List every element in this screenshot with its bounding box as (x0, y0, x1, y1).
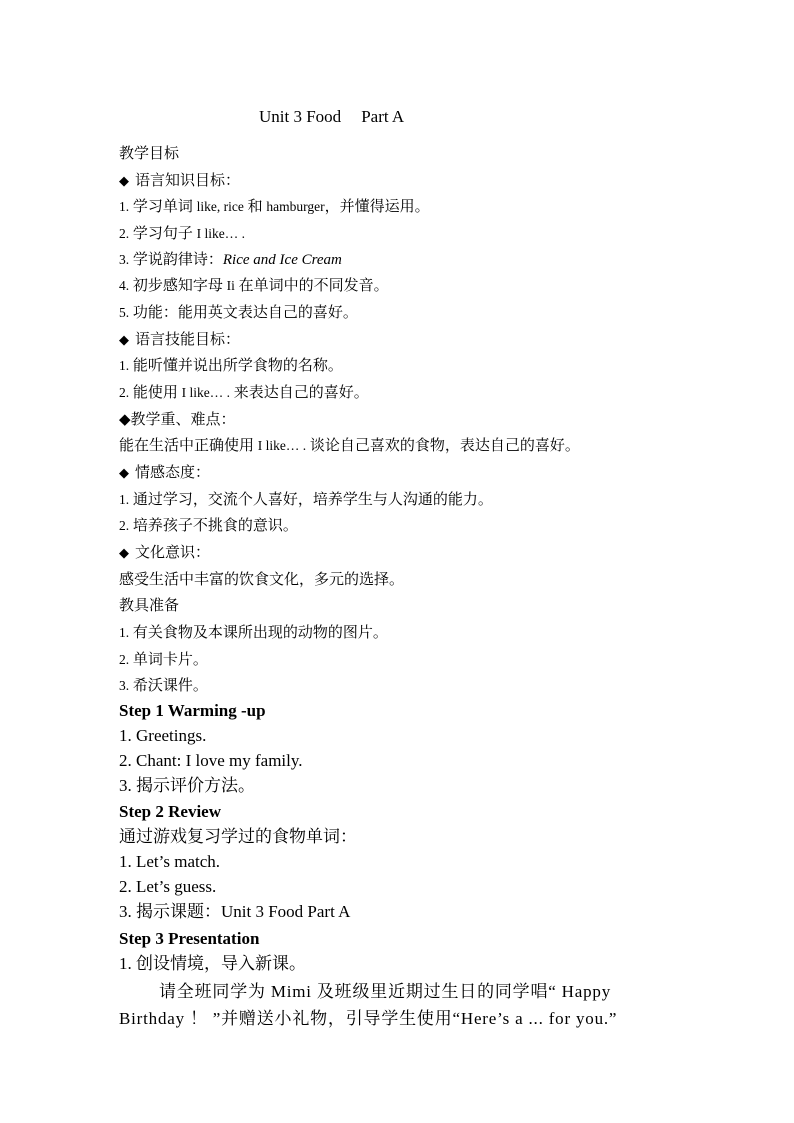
bullet-diamond-icon: ◆ (119, 333, 129, 348)
document-title (259, 107, 404, 127)
bullet-diamond-icon: ◆ (119, 546, 129, 561)
step1-heading: Step 1 Warming -up (119, 701, 266, 720)
bullet-diamond-icon: ◆ (119, 466, 129, 481)
step1-item-1: 1. Greetings. (119, 726, 207, 745)
emotion-item-2: 2. 培养孩子不挑食的意识。 (119, 518, 298, 534)
objectives-heading: 教学目标 (119, 146, 180, 162)
title-part: Part A (361, 107, 405, 126)
skills-heading: ◆ 语言技能目标： (119, 332, 241, 348)
skills-item-2: 2. 能使用 I like… . 来表达自己的喜好。 (119, 385, 369, 401)
step2-item-2: 2. Let’s guess. (119, 877, 217, 896)
step2-heading: Step 2 Review (119, 802, 221, 821)
emotion-heading: ◆ 情感态度： (119, 465, 211, 481)
materials-item-1: 1. 有关食物及本课所出现的动物的图片。 (119, 625, 388, 641)
knowledge-heading: ◆ 语言知识目标： (119, 173, 241, 189)
step3-paragraph: 请全班同学为 Mimi 及班级里近期过生日的同学唱“ Happy Birthday ！ ”并赠送小礼物，引导学生使用“Here’s a ... for you.” (119, 982, 618, 1028)
step3-heading: Step 3 Presentation (119, 929, 260, 948)
step1-item-2: 2. Chant: I love my family. (119, 751, 303, 770)
culture-heading: ◆ 文化意识： (119, 545, 211, 561)
step3-item-1: 1. 创设情境，导入新课。 (119, 954, 306, 973)
knowledge-item-2: 2. 学习句子 I like… . (119, 226, 246, 242)
step2-item-1: 1. Let’s match. (119, 852, 221, 871)
materials-item-3: 3. 希沃课件。 (119, 678, 208, 694)
step2-item-3: 3. 揭示课题：Unit 3 Food Part A (119, 902, 351, 921)
key-points-text: 能在生活中正确使用 I like… . 谈论自己喜欢的食物，表达自己的喜好。 (119, 438, 580, 454)
skills-item-1: 1. 能听懂并说出所学食物的名称。 (119, 358, 343, 374)
knowledge-item-1: 1. 学习单词 like, rice 和 hamburger，并懂得运用。 (119, 199, 430, 215)
materials-heading: 教具准备 (119, 598, 180, 614)
title-unit: Unit 3 Food (259, 107, 342, 126)
materials-item-2: 2. 单词卡片。 (119, 652, 208, 668)
emotion-item-1: 1. 通过学习，交流个人喜好，培养学生与人沟通的能力。 (119, 492, 493, 508)
bullet-diamond-icon: ◆ (119, 174, 129, 189)
culture-text: 感受生活中丰富的饮食文化，多元的选择。 (119, 572, 405, 588)
knowledge-item-4: 4. 初步感知字母 Ii 在单词中的不同发音。 (119, 278, 389, 294)
step1-item-3: 3. 揭示评价方法。 (119, 776, 255, 795)
knowledge-item-3: 3. 学说韵律诗：Rice and Ice Cream (119, 252, 342, 268)
knowledge-item-5: 5. 功能：能用英文表达自己的喜好。 (119, 305, 358, 321)
step2-intro: 通过游戏复习学过的食物单词： (119, 827, 357, 846)
key-points-heading: ◆教学重、难点： (119, 412, 236, 428)
